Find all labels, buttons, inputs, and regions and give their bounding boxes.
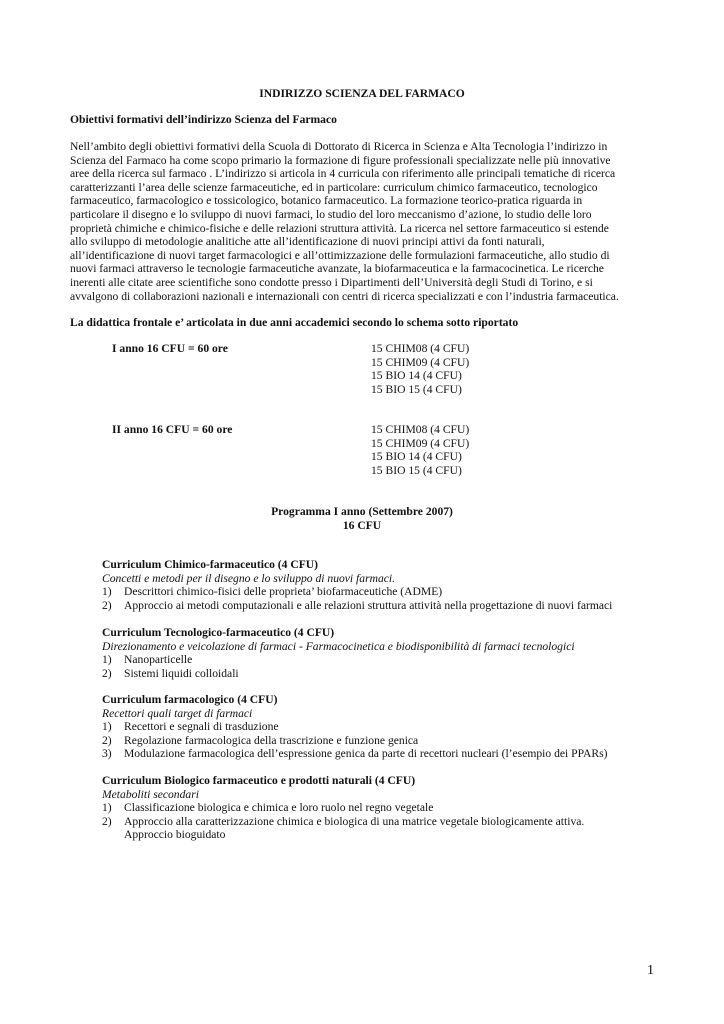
- item-text: Sistemi liquidi colloidali: [124, 666, 239, 680]
- course-item: 15 BIO 14 (4 CFU): [371, 369, 462, 383]
- list-item: [102, 801, 662, 815]
- curriculum-title: Curriculum Tecnologico-farmaceutico (4 CFU): [102, 626, 335, 639]
- item-number: 1): [102, 720, 112, 734]
- intro-line: nuovi farmaci attraverso le tecnologie farmaceutiche avanzate, la biofarmaceutica e la farmacocinetica. Le ricerche: [70, 262, 604, 276]
- item-number: 2): [102, 598, 112, 612]
- intro-line: inerenti alle citate aree scientifiche sono condotte presso i Dipartimenti dell’Università degli Studi di Torino, e si: [70, 275, 593, 289]
- course-item: 15 CHIM09 (4 CFU): [371, 355, 470, 369]
- curriculum-block: [102, 693, 662, 761]
- year-2-label: II anno 16 CFU = 60 ore: [112, 423, 233, 436]
- course-item: 15 CHIM09 (4 CFU): [371, 436, 470, 450]
- curriculum-block: [102, 558, 662, 612]
- intro-line: allo sviluppo di metodologie analitiche atte all’identificazione di nuovi principi attivi da fonti naturali,: [70, 235, 545, 249]
- item-number: 3): [102, 747, 112, 761]
- document-title: INDIRIZZO SCIENZA DEL FARMACO: [259, 87, 465, 100]
- intro-line: all’identificazione di nuovi target farmacologici e all’ottimizzazione delle formulazioni farmaceutiche, allo studio di: [70, 248, 610, 262]
- item-number: 1): [102, 585, 112, 599]
- item-continuation: Approccio bioguidato: [124, 828, 226, 842]
- programma-cfu: 16 CFU: [342, 518, 382, 532]
- curriculum-title: Curriculum farmacologico (4 CFU): [102, 693, 278, 706]
- intro-line: avvalgono di collaborazioni nazionali e internazionali con centri di ricerca specializzati e con l’industria farmaceutica.: [70, 289, 619, 303]
- curriculum-subtitle: Concetti e metodi per il disegno e lo sviluppo di nuovi farmaci.: [102, 571, 396, 585]
- item-number: 1): [102, 653, 112, 667]
- course-item: 15 CHIM08 (4 CFU): [371, 423, 470, 436]
- year-1-courses: [371, 342, 469, 396]
- item-text: Regolazione farmacologica della trascrizione e funzione genica: [124, 733, 419, 747]
- curriculum-block: [102, 774, 662, 842]
- list-item: [102, 599, 662, 613]
- item-text: Approccio alla caratterizzazione chimica e biologica di una matrice vegetale biologicamente attiva.: [124, 814, 585, 828]
- curriculum-subtitle: Metaboliti secondari: [102, 787, 199, 801]
- section-subtitle: Obiettivi formativi dell’indirizzo Scienza del Farmaco: [70, 113, 337, 126]
- year-1-label: I anno 16 CFU = 60 ore: [112, 342, 228, 355]
- item-text: Descrittori chimico-fisici delle proprieta’ biofarmaceutiche (ADME): [124, 585, 443, 599]
- item-number: 1): [102, 801, 112, 815]
- page-number: 1: [647, 963, 654, 978]
- intro-line: Nell’ambito degli obiettivi formativi della Scuola di Dottorato di Ricerca in Scienza e Alta Tecnologia l’indirizzo in: [70, 140, 608, 153]
- item-text: Recettori e segnali di trasduzione: [124, 720, 279, 734]
- list-item: [102, 734, 662, 748]
- curriculum-title: Curriculum Chimico-farmaceutico (4 CFU): [102, 558, 319, 571]
- list-item: [102, 815, 662, 829]
- item-text: Nanoparticelle: [124, 653, 193, 667]
- course-item: 15 CHIM08 (4 CFU): [371, 342, 470, 355]
- item-text: Approccio ai metodi computazionali e alle relazioni struttura attività nella progettazione di nuovi farmaci: [124, 598, 613, 612]
- item-text: Modulazione farmacologica dell’espressione genica da parte di recettori nucleari (l’esempio dei PPARs): [124, 747, 608, 761]
- curriculum-block: [102, 626, 662, 680]
- programma-heading: [0, 505, 724, 532]
- intro-line: proprietà chimiche e chimico-fisiche e delle relazioni struttura attività. La ricerca nel settore farmaceutico si estende: [70, 221, 609, 235]
- course-item: 15 BIO 14 (4 CFU): [371, 450, 462, 464]
- list-item: [102, 585, 662, 599]
- intro-line: farmaceutico, farmacologico e tossicologico, botanico farmaceutico. La formazione teorico-pratica riguarda in: [70, 194, 583, 208]
- curriculum-title: Curriculum Biologico farmaceutico e prodotti naturali (4 CFU): [102, 774, 416, 787]
- list-item: [102, 747, 662, 761]
- list-item: [102, 667, 662, 681]
- course-item: 15 BIO 15 (4 CFU): [371, 382, 462, 396]
- item-text: Classificazione biologica e chimica e loro ruolo nel regno vegetale: [124, 801, 434, 815]
- item-number: 2): [102, 733, 112, 747]
- intro-line: aree della ricerca sul farmaco . L’indirizzo si articola in 4 curricula con riferimento alle principali tematiche di ricerca: [70, 167, 616, 181]
- intro-line: particolare il disegno e lo sviluppo di nuovi farmaci, lo studio del loro meccanismo d’azione, lo studio delle loro: [70, 207, 592, 221]
- intro-line: caratterizzanti l’area delle scienze farmaceutiche, ed in particolare: curriculum chimico farmaceutico, tecnologico: [70, 180, 598, 194]
- course-item: 15 BIO 15 (4 CFU): [371, 463, 462, 477]
- didattica-heading: La didattica frontale e’ articolata in due anni accademici secondo lo schema sotto riportato: [70, 316, 519, 329]
- list-item: [102, 720, 662, 734]
- item-number: 2): [102, 666, 112, 680]
- item-number: 2): [102, 814, 112, 828]
- year-2-courses: [371, 423, 469, 477]
- programma-title: Programma I anno (Settembre 2007): [271, 505, 453, 518]
- list-item: [102, 653, 662, 667]
- intro-line: Scienza del Farmaco ha come scopo primario la formazione di figure professionali specializzate nelle più innovative: [70, 153, 611, 167]
- curriculum-subtitle: Direzionamento e veicolazione di farmaci - Farmacocinetica e biodisponibilità di farmaci tecnologici: [102, 639, 575, 653]
- intro-paragraph: [70, 140, 680, 303]
- curriculum-subtitle: Recettori quali target di farmaci: [102, 706, 253, 720]
